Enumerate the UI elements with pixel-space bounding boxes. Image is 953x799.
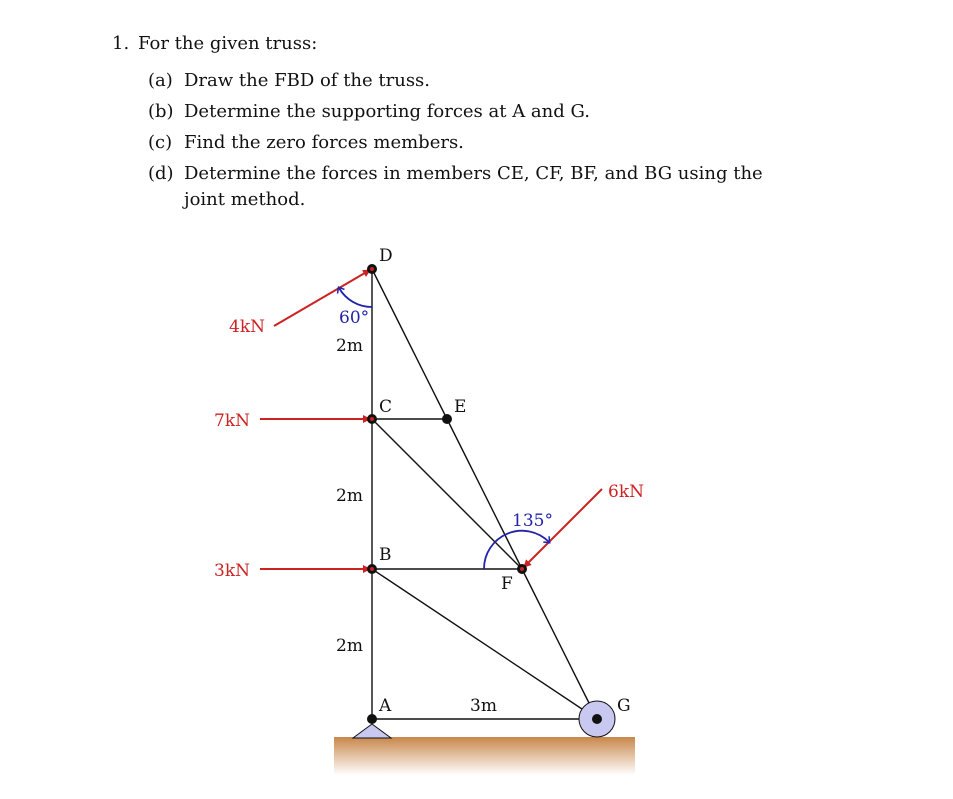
node-label-c: C	[379, 397, 393, 417]
dim-label-ab: 2m	[336, 636, 363, 656]
part-text: Determine the supporting forces at A and G.	[184, 101, 590, 122]
pin-support-a	[353, 724, 391, 738]
member-fg	[522, 569, 597, 719]
truss-members	[372, 269, 597, 719]
part-tag: (c)	[148, 132, 173, 153]
force-dot-f	[520, 567, 524, 571]
joint-g	[592, 714, 602, 724]
problem-stem-text: For the given truss:	[138, 33, 318, 54]
joint-a	[367, 714, 377, 724]
node-label-f: F	[501, 574, 513, 594]
dim-label-cd: 2m	[336, 336, 363, 356]
dim-label-bc: 2m	[336, 486, 363, 506]
dim-label-ag: 3m	[470, 696, 497, 716]
force-dot-c	[370, 417, 374, 421]
part-text: Draw the FBD of the truss.	[184, 70, 431, 91]
angle-arc-d	[339, 288, 372, 307]
part-text: Determine the forces in members CE, CF, BF, and BG using the joint method.	[184, 163, 763, 210]
part-tag: (d)	[148, 163, 174, 184]
force-label-c: 7kN	[214, 411, 250, 431]
force-dot-d	[370, 267, 374, 271]
node-label-a: A	[379, 696, 392, 716]
force-label-d: 4kN	[229, 317, 265, 337]
part-tag: (b)	[148, 101, 174, 122]
node-label-g: G	[617, 696, 631, 716]
member-cf	[372, 419, 522, 569]
node-label-b: B	[379, 545, 392, 565]
problem-number: 1.	[112, 33, 130, 54]
angle-label-d: 60°	[339, 308, 370, 328]
member-ef	[447, 419, 522, 569]
ground	[334, 737, 635, 775]
force-label-f: 6kN	[608, 482, 644, 502]
node-label-d: D	[379, 246, 393, 266]
force-label-b: 3kN	[214, 561, 250, 581]
joint-e	[442, 414, 452, 424]
force-dot-b	[370, 567, 374, 571]
angle-label-f: 135°	[512, 511, 553, 531]
node-label-e: E	[454, 397, 467, 417]
part-tag: (a)	[148, 70, 173, 91]
part-text: Find the zero forces members.	[184, 132, 464, 153]
